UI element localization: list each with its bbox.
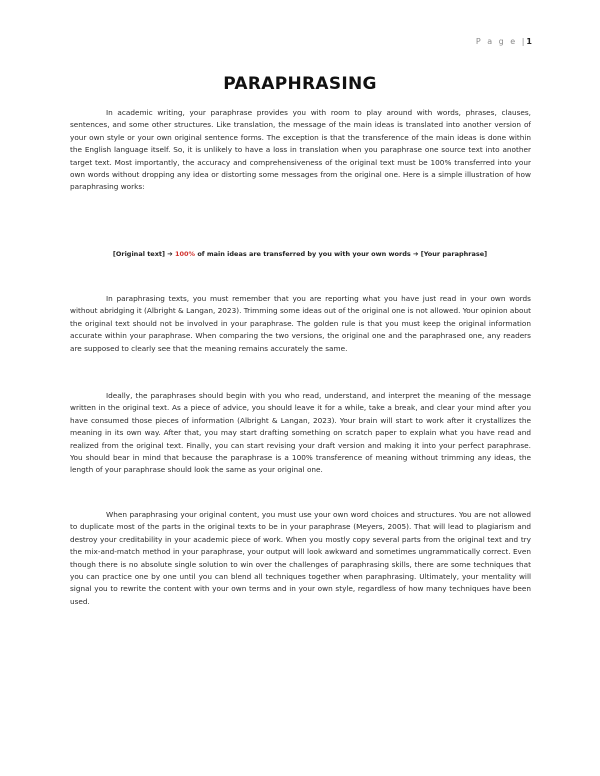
page-label: P a g e | — [475, 37, 527, 46]
paragraph-3: Ideally, the paraphrases should begin with you who read, understand, and interpret the meaning of the message written in the original text. As a piece of advice, you should leave it for a while, take a break, and clear your mind after you have consumed those pieces of information (Albright & Langan, 2023). Your brain will start to work after it crystallizes the meaning in its own way. After that, you may start drafting something on scratch paper to explain what you have read and realized from the original text. Finally, you can start revising your draft version and making it into your perfect paraphrase. You should bear in mind that because the paraphrase is a 100% transference of meaning without trimming any ideas, the length of your paraphrase should look the same as your original one. — [70, 391, 531, 475]
arrow-right-icon: ➔ — [413, 250, 419, 258]
paragraph-1: In academic writing, your paraphrase provides you with room to play around with words, phrases, clauses, sentences, and some other structures. Like translation, the message of the main ideas is translated into another version of your own style or your own original sentence forms. The exception is that the transference of the main ideas is done within the English language itself. So, it is unlikely to have a loss in translation when you paraphrase one source text into another target text. Most importantly, the accuracy and comprehensiveness of the original text must be 100% transferred into your own words without dropping any idea or distorting some messages from the original one. Here is a simple illustration of how paraphrasing works: — [70, 108, 531, 192]
page-title: PARAPHRASING — [223, 74, 377, 94]
flow-original-text: [Original text] — [112, 250, 165, 258]
paraphrase-flow-diagram — [0, 250, 600, 258]
flow-percent: 100% — [174, 250, 196, 258]
paragraph-block-3 — [70, 390, 531, 477]
paragraph-2: In paraphrasing texts, you must remember that you are reporting what you have just read in your own words without abridging it (Albright & Langan, 2023). Trimming some ideas out of the original one is not allowed. Your opinion about the original text should not be involved in your paraphrase. The golden rule is that you must keep the original information accurate within your paraphrase. When comparing the two versions, the original one and the paraphrased one, any readers are supposed to clearly see that the meaning remains accurately the same. — [70, 294, 531, 353]
flow-middle-text: of main ideas are transferred by you with your own words — [197, 250, 411, 258]
arrow-right-icon: ➔ — [167, 250, 173, 258]
intro-paragraph-block — [70, 107, 531, 194]
paragraph-4: When paraphrasing your original content, you must use your own word choices and structures. You are not allowed to duplicate most of the parts in the original texts to be in your paraphrase (Meyers, 2005). That will lead to plagiarism and destroy your creditability in your academic piece of work. When you mostly copy several parts from the original text and try the mix-and-match method in your paraphrase, your output will look awkward and sometimes ungrammatically correct. Even though there is no absolute single solution to win over the challenges of paraphrasing skills, there are some techniques that you can practice one by one until you can blend all techniques together when paraphrasing. Ultimately, your mentality will signal you to rewrite the content with your own terms and in your own style, regardless of how many techniques have been used. — [70, 510, 531, 606]
flow-your-paraphrase: [Your paraphrase] — [420, 250, 488, 258]
page-header — [476, 37, 532, 46]
paragraph-block-2 — [70, 293, 531, 355]
page-number: 1 — [526, 37, 532, 46]
paragraph-block-4 — [70, 509, 531, 608]
